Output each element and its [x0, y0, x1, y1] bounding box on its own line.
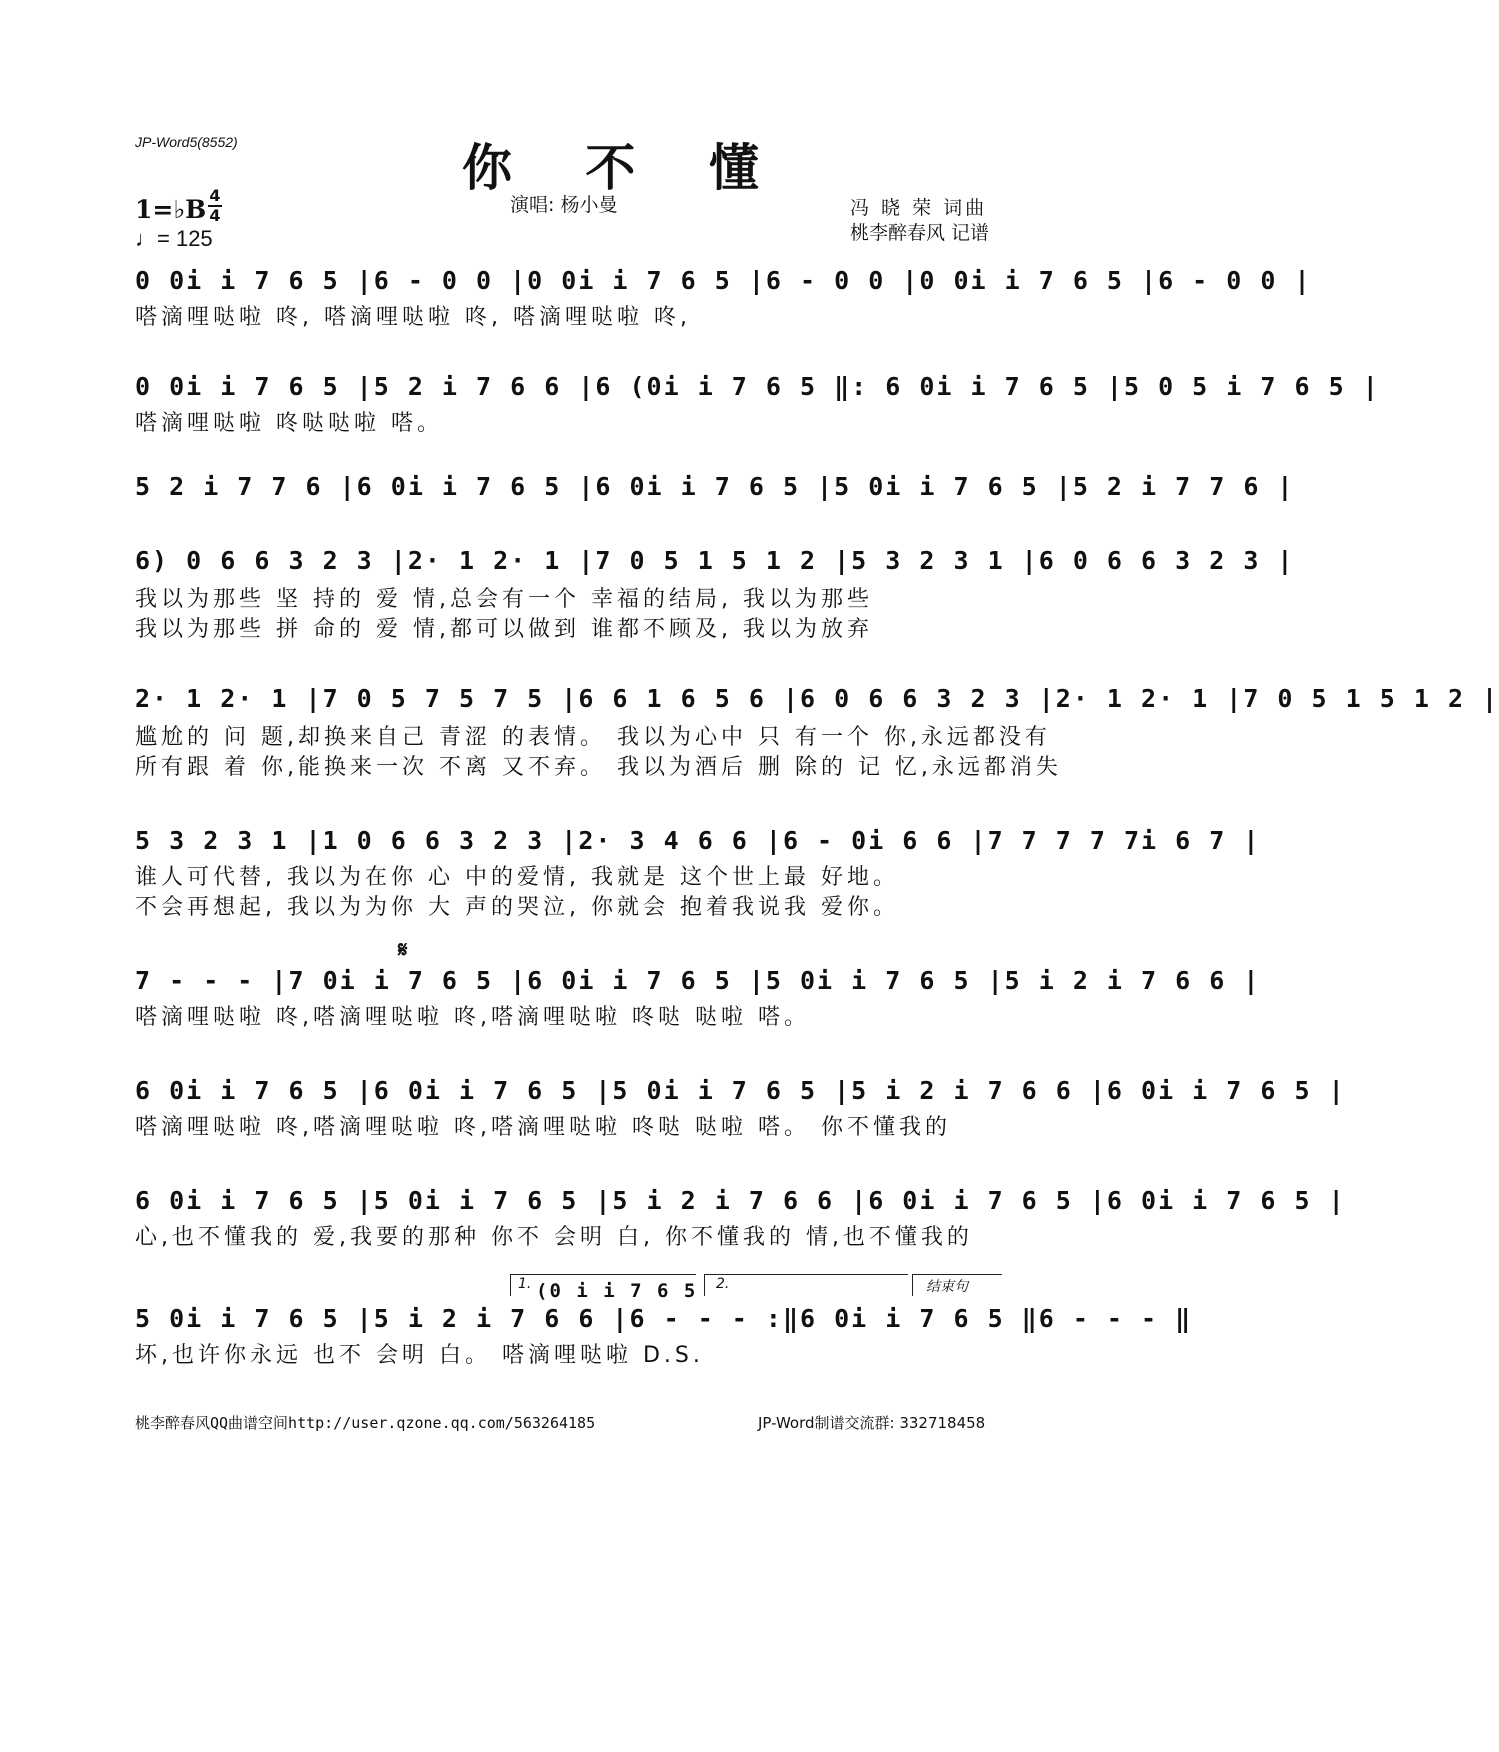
ending-edge [912, 1274, 913, 1296]
volta-1-notes: (0 i i 7 6 5 [536, 1280, 698, 1302]
lyric-line-1: 嗒滴哩哒啦 咚, 嗒滴哩哒啦 咚, 嗒滴哩哒啦 咚, [135, 305, 691, 330]
notation-line-2: 0 0i i 7 6 5 |5 2 i 7 6 6 |6 (0i i 7 6 5 ‖: 6 0i i 7 6 5 |5 0 5 i 7 6 5 | [135, 372, 1380, 401]
lyricist-composer-credit: 冯 晓 荣 词曲 [850, 197, 988, 219]
time-top: 4 [209, 186, 221, 205]
lyric-line-5b: 所有跟 着 你,能换来一次 不离 又不弃。 我以为酒后 删 除的 记 忆,永远都消失 [135, 755, 1062, 780]
notation-line-6: 5 3 2 3 1 |1 0 6 6 3 2 3 |2· 3 4 6 6 |6 - 0i 6 6 |7 7 7 7 7i 6 7 | [135, 826, 1261, 855]
page-title: 你 不 懂 [462, 138, 787, 197]
lyric-line-9: 心,也不懂我的 爱,我要的那种 你不 会明 白, 你不懂我的 情,也不懂我的 [135, 1225, 973, 1250]
footer-right: JP-Word制谱交流群: 332718458 [758, 1414, 986, 1432]
footer-left: 桃李醉春风QQ曲谱空间http://user.qzone.qq.com/563264185 [135, 1414, 596, 1432]
notation-line-4: 6) 0 6 6 3 2 3 |2· 1 2· 1 |7 0 5 1 5 1 2 |5 3 2 3 1 |6 0 6 6 3 2 3 | [135, 546, 1295, 575]
lyric-line-4b: 我以为那些 拼 命的 爱 情,都可以做到 谁都不顾及, 我以为放弃 [135, 617, 873, 642]
singer-credit: 演唱: 杨小曼 [510, 194, 618, 216]
lyric-line-10: 坏,也许你永远 也不 会明 白。 嗒滴哩哒啦 D.S. [135, 1343, 704, 1368]
time-signature [208, 188, 222, 224]
key-signature: 1=♭B [135, 195, 207, 224]
ending-bracket [912, 1274, 1002, 1275]
segno-sign: 𝄋 [398, 938, 408, 963]
lyric-line-2: 嗒滴哩哒啦 咚哒哒啦 嗒。 [135, 411, 443, 436]
time-bottom: 4 [209, 206, 221, 225]
notation-line-1: 0 0i i 7 6 5 |6 - 0 0 |0 0i i 7 6 5 |6 - 0 0 |0 0i i 7 6 5 |6 - 0 0 | [135, 266, 1312, 295]
lyric-line-4a: 我以为那些 坚 持的 爱 情,总会有一个 幸福的结局, 我以为那些 [135, 587, 873, 612]
volta-1-bracket [510, 1274, 696, 1275]
volta-2-bracket [704, 1274, 908, 1275]
notation-line-10: 5 0i i 7 6 5 |5 i 2 i 7 6 6 |6 - - - :‖6 0i i 7 6 5 ‖6 - - - ‖ [135, 1304, 1193, 1333]
volta-1-label: 1. [518, 1276, 532, 1292]
volta-2-edge [704, 1274, 705, 1296]
notation-line-3: 5 2 i 7 7 6 |6 0i i 7 6 5 |6 0i i 7 6 5 |5 0i i 7 6 5 |5 2 i 7 7 6 | [135, 472, 1295, 501]
software-label: JP-Word5(8552) [135, 134, 238, 150]
lyric-line-6a: 谁人可代替, 我以为在你 心 中的爱情, 我就是 这个世上最 好地。 [135, 865, 899, 890]
lyric-line-6b: 不会再想起, 我以为为你 大 声的哭泣, 你就会 抱着我说我 爱你。 [135, 895, 899, 920]
volta-1-edge [510, 1274, 511, 1296]
notation-line-9: 6 0i i 7 6 5 |5 0i i 7 6 5 |5 i 2 i 7 6 6 |6 0i i 7 6 5 |6 0i i 7 6 5 | [135, 1186, 1346, 1215]
notation-line-7: 7 - - - |7 0i i 7 6 5 |6 0i i 7 6 5 |5 0i i 7 6 5 |5 i 2 i 7 6 6 | [135, 966, 1261, 995]
transcriber-credit: 桃李醉春风 记谱 [850, 222, 990, 244]
volta-2-label: 2. [716, 1276, 730, 1292]
ending-label: 结束句 [926, 1279, 968, 1295]
lyric-line-7: 嗒滴哩哒啦 咚,嗒滴哩哒啦 咚,嗒滴哩哒啦 咚哒 哒啦 嗒。 [135, 1005, 810, 1030]
notation-line-8: 6 0i i 7 6 5 |6 0i i 7 6 5 |5 0i i 7 6 5 |5 i 2 i 7 6 6 |6 0i i 7 6 5 | [135, 1076, 1346, 1105]
lyric-line-5a: 尴尬的 问 题,却换来自己 青涩 的表情。 我以为心中 只 有一个 你,永远都没有 [135, 725, 1051, 750]
tempo-marking: ♩= 125 [135, 226, 213, 251]
lyric-line-8: 嗒滴哩哒啦 咚,嗒滴哩哒啦 咚,嗒滴哩哒啦 咚哒 哒啦 嗒。 你不懂我的 [135, 1115, 951, 1140]
notation-line-5: 2· 1 2· 1 |7 0 5 7 5 7 5 |6 6 1 6 5 6 |6 0 6 6 3 2 3 |2· 1 2· 1 |7 0 5 1 5 1 2 | [135, 684, 1499, 713]
